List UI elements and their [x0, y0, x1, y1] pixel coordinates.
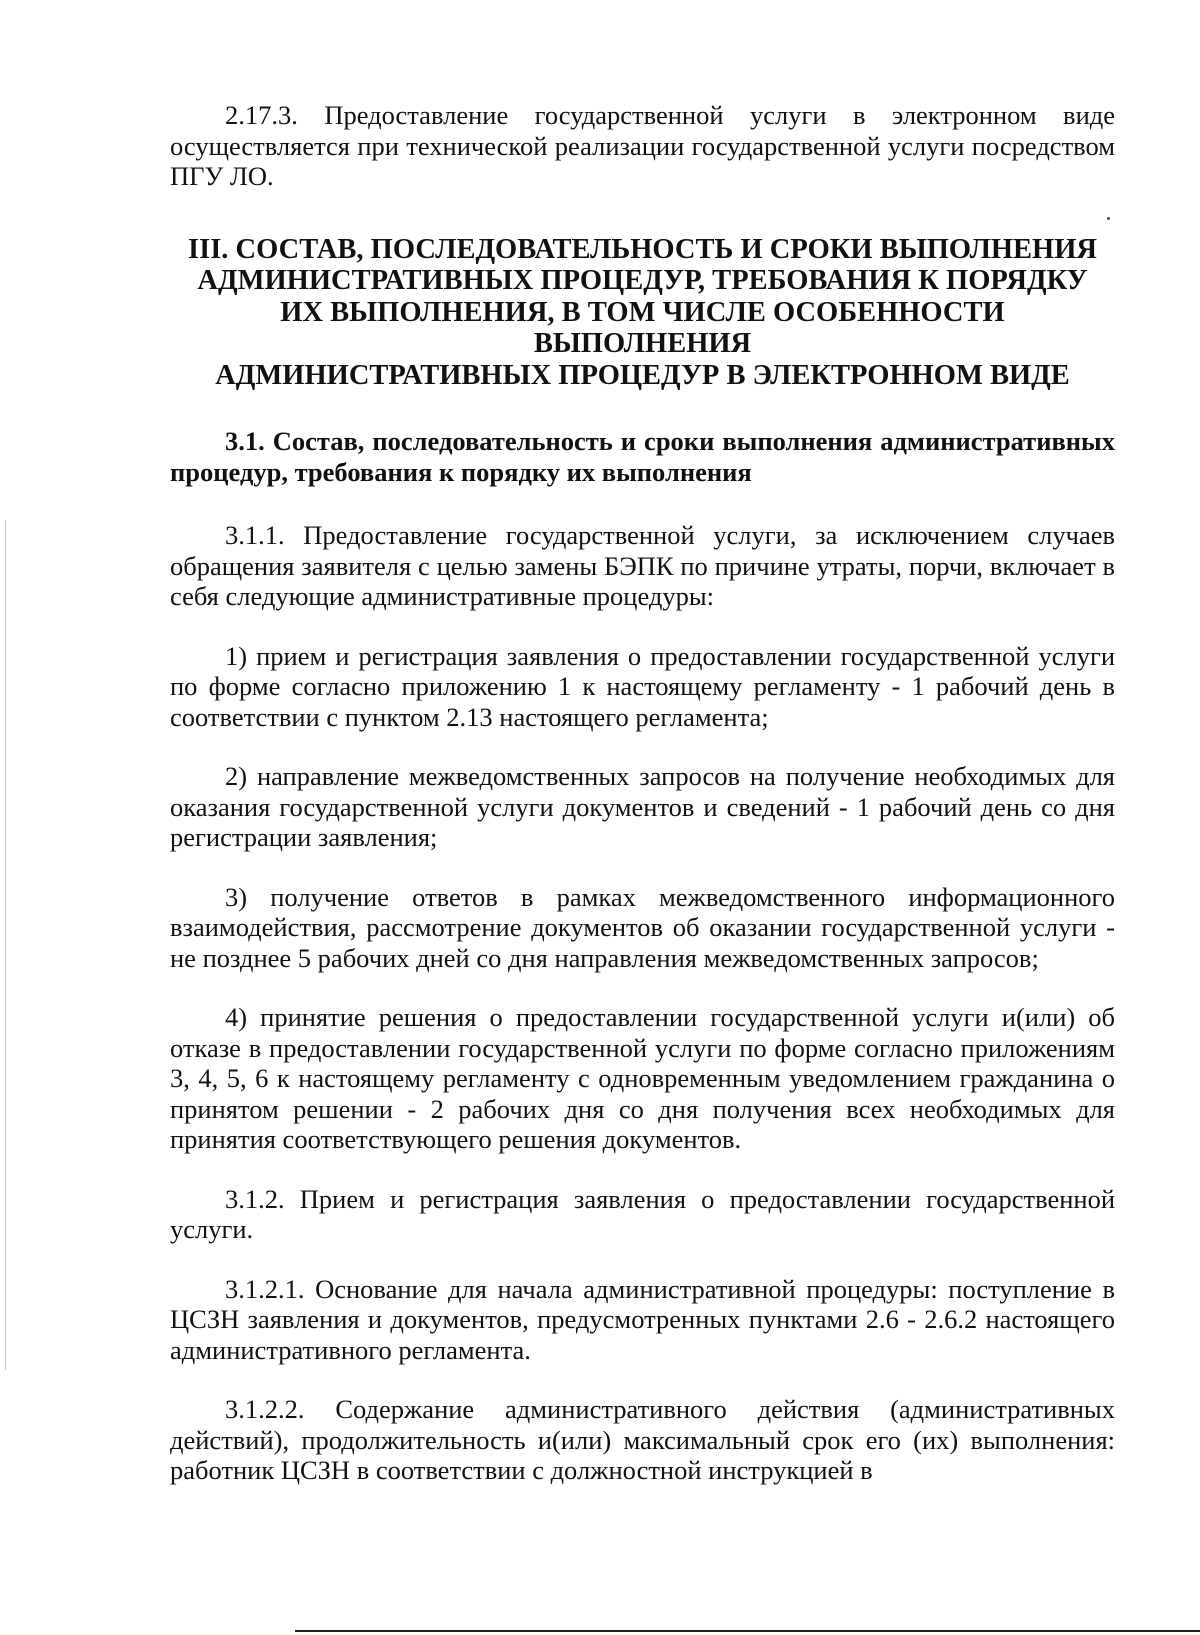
paragraph-3-1-2: 3.1.2. Прием и регистрация заявления о предоставлении государственной услуги. [170, 1183, 1115, 1244]
list-item-3: 3) получение ответов в рамках межведомственного информационного взаимодействия, рассмотрение документов об оказании государственной услуги - не позднее 5 рабочих дней со дня направления межведомственных запросов; [170, 881, 1115, 973]
scan-edge-line [5, 520, 6, 1370]
subsection-title: 3.1. Состав, последовательность и сроки выполнения административных процедур, требования к порядку их выполнения [170, 426, 1115, 487]
list-item-1: 1) прием и регистрация заявления о предоставлении государственной услуги по форме согласно приложению 1 к настоящему регламенту - 1 рабочий день в соответствии с пунктом 2.13 настоящего регламента; [170, 640, 1115, 732]
paragraph-3-1-2-2: 3.1.2.2. Содержание административного действия (административных действий), продолжительность и(или) максимальный срок его (их) выполнения: работник ЦСЗН в соответствии с должностной инструкцией в [170, 1394, 1115, 1485]
section-title [170, 234, 1115, 392]
page-bottom-rule [295, 1630, 1200, 1632]
list-item-4: 4) принятие решения о предоставлении государственной услуги и(или) об отказе в предоставлении государственной услуги по форме согласно приложениям 3, 4, 5, 6 к настоящему регламенту с одновременным уведомлением гражданина о принятом решении - 2 рабочих дня со дня получения всех необходимых для принятия соответствующего решения документов. [170, 1002, 1115, 1154]
section-title-line: ИХ ВЫПОЛНЕНИЯ, В ТОМ ЧИСЛЕ ОСОБЕННОСТИ ВЫПОЛНЕНИЯ [280, 296, 1005, 359]
section-title-line: АДМИНИСТРАТИВНЫХ ПРОЦЕДУР, ТРЕБОВАНИЯ К ПОРЯДКУ [197, 265, 1088, 296]
list-item-2: 2) направление межведомственных запросов на получение необходимых для оказания государственной услуги документов и сведений - 1 рабочий день со дня регистрации заявления; [170, 761, 1115, 852]
section-title-line: АДМИНИСТРАТИВНЫХ ПРОЦЕДУР В ЭЛЕКТРОННОМ ВИДЕ [215, 359, 1070, 391]
section-title-line: III. СОСТАВ, ПОСЛЕДОВАТЕЛЬНОСТЬ И СРОКИ ВЫПОЛНЕНИЯ [188, 233, 1097, 265]
paragraph-3-1-2-1: 3.1.2.1. Основание для начала административной процедуры: поступление в ЦСЗН заявления и документов, предусмотренных пунктами 2.6 - 2.6.2 настоящего административного регламента. [170, 1273, 1115, 1365]
paragraph-2-17-3: 2.17.3. Предоставление государственной услуги в электронном виде осуществляется при технической реализации государственной услуги посредством ПГУ ЛО. [170, 100, 1115, 191]
document-body [170, 100, 1115, 1486]
paragraph-3-1-1: 3.1.1. Предоставление государственной услуги, за исключением случаев обращения заявителя с целью замены БЭПК по причине утраты, порчи, включает в себя следующие административные процедуры: [170, 520, 1115, 611]
